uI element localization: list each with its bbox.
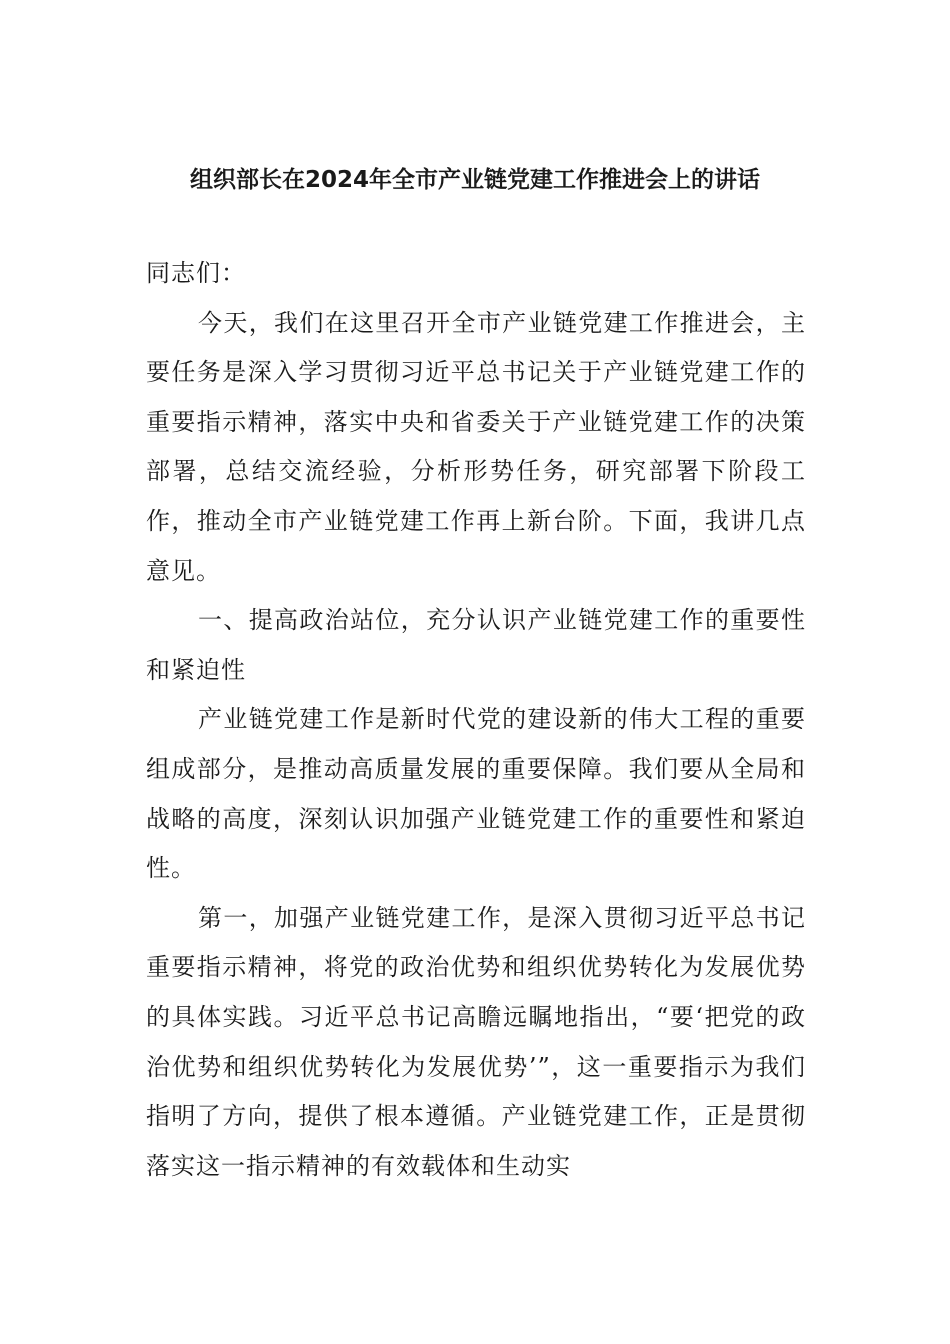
document-title: 组织部长在2024年全市产业链党建工作推进会上的讲话 (189, 167, 760, 193)
salutation: 同志们： (146, 259, 246, 287)
section-heading-1: 一、提高政治站位，充分认识产业链党建工作的重要性和紧迫性 (146, 606, 806, 684)
paragraph-section-1: 产业链党建工作是新时代党的建设新的伟大工程的重要组成部分，是推动高质量发展的重要保障。我们要从全局和战略的高度，深刻认识加强产业链党建工作的重要性和紧迫性。 (146, 705, 806, 883)
paragraph-point-1: 第一，加强产业链党建工作，是深入贯彻习近平总书记重要指示精神，将党的政治优势和组织优势转化为发展优势的具体实践。习近平总书记高瞻远瞩地指出，“要‘把党的政治优势和组织优势转化为发展优势’”，这一重要指示为我们指明了方向，提供了根本遵循。产业链党建工作，正是贯彻落实这一指示精神的有效载体和生动实 (146, 903, 806, 1180)
document-body (146, 249, 806, 1191)
paragraph-intro: 今天，我们在这里召开全市产业链党建工作推进会，主要任务是深入学习贯彻习近平总书记关于产业链党建工作的重要指示精神，落实中央和省委关于产业链党建工作的决策部署，总结交流经验，分析形势任务，研究部署下阶段工作，推动全市产业链党建工作再上新台阶。下面，我讲几点意见。 (146, 308, 806, 585)
